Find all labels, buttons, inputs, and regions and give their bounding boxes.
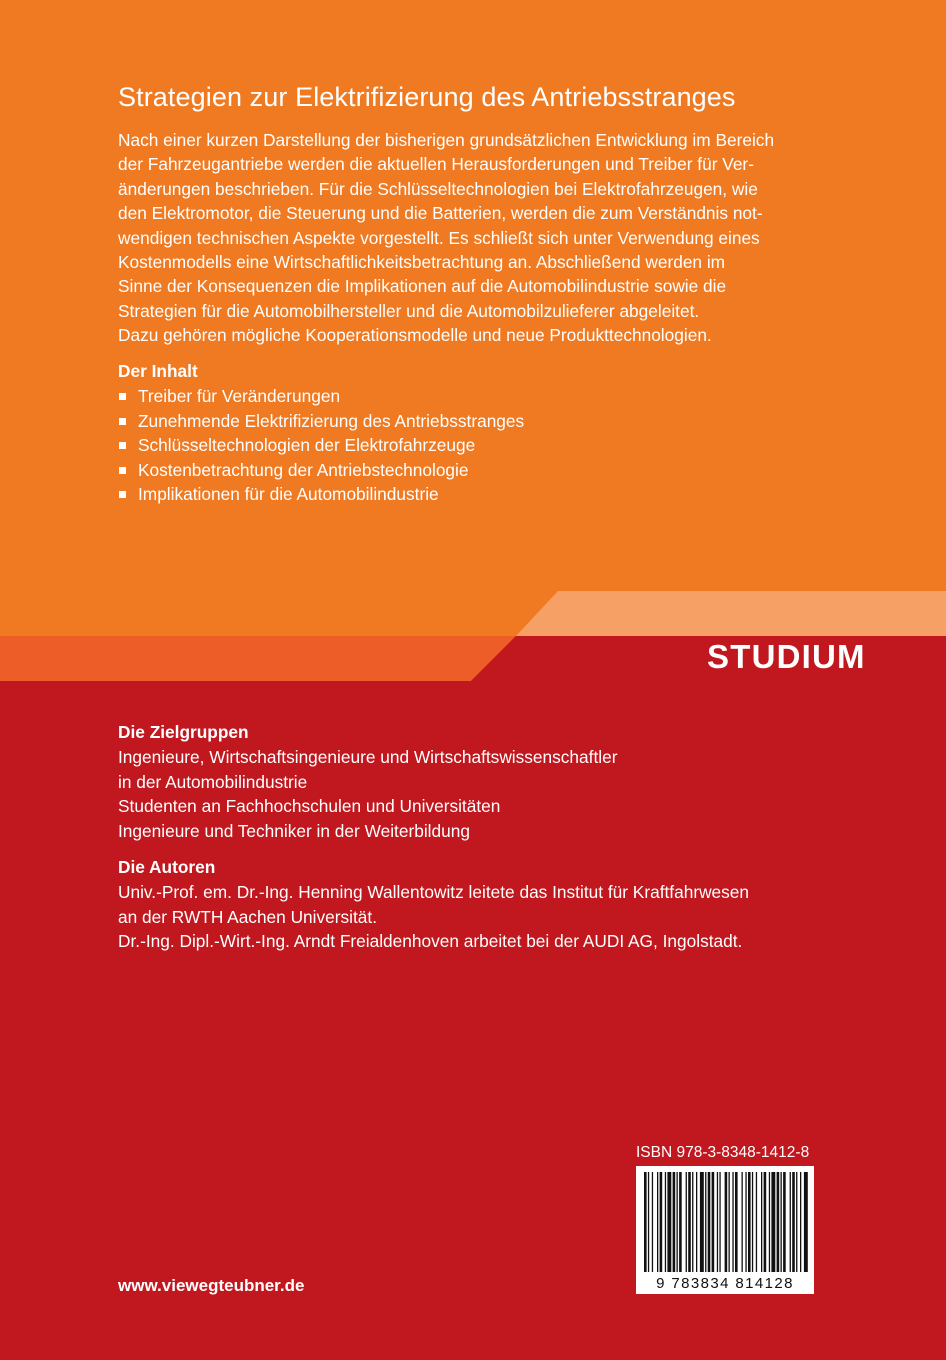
square-bullet-icon bbox=[119, 467, 126, 474]
zielgruppen-line: Ingenieure, Wirtschaftsingenieure und Wirtschaftswissenschaftler bbox=[118, 747, 618, 767]
zielgruppen-line: in der Automobilindustrie bbox=[118, 771, 308, 792]
list-item-text: Schlüsseltechnologien der Elektrofahrzeuge bbox=[138, 435, 476, 456]
square-bullet-icon bbox=[119, 418, 126, 425]
intro-line: wendigen technischen Aspekte vorgestellt. Es schließt sich unter Verwendung eines bbox=[118, 227, 760, 248]
square-bullet-icon bbox=[119, 491, 126, 498]
autoren-heading: Die Autoren bbox=[118, 857, 216, 877]
intro-line: änderungen beschrieben. Für die Schlüsseltechnologien bei Elektrofahrzeugen, wie bbox=[118, 178, 758, 199]
list-item-text: Implikationen für die Automobilindustrie bbox=[138, 484, 439, 505]
list-item bbox=[118, 482, 524, 507]
publisher-website: www.viewegteubner.de bbox=[118, 1276, 305, 1295]
barcode bbox=[636, 1166, 814, 1294]
list-item-text: Kostenbetrachtung der Antriebstechnologie bbox=[138, 459, 469, 480]
zielgruppen-line: Studenten an Fachhochschulen und Universitäten bbox=[118, 796, 501, 817]
intro-line: Sinne der Konsequenzen die Implikationen auf die Automobilindustrie sowie die bbox=[118, 276, 727, 297]
list-item-text: Treiber für Veränderungen bbox=[138, 386, 341, 406]
zielgruppen-line: Ingenieure und Techniker in der Weiterbildung bbox=[118, 820, 470, 841]
intro-line: Nach einer kurzen Darstellung der bisherigen grundsätzlichen Entwicklung im Bereich bbox=[118, 130, 775, 150]
intro-line: der Fahrzeugantriebe werden die aktuellen Herausforderungen und Treiber für Ver- bbox=[118, 154, 754, 175]
intro-paragraph bbox=[118, 128, 818, 348]
list-item bbox=[118, 433, 524, 458]
intro-line: Dazu gehören mögliche Kooperationsmodelle und neue Produkttechnologien. bbox=[118, 325, 712, 346]
barcode-digits: 9 783834 814128 bbox=[656, 1275, 794, 1292]
autoren-line: an der RWTH Aachen Universität. bbox=[118, 906, 378, 927]
autoren-line: Univ.-Prof. em. Dr.-Ing. Henning Wallentowitz leitete das Institut für Kraftfahrwesen bbox=[118, 882, 750, 902]
square-bullet-icon bbox=[119, 393, 126, 400]
intro-line: Kostenmodells eine Wirtschaftlichkeitsbetrachtung an. Abschließend werden im bbox=[118, 252, 726, 273]
list-item bbox=[118, 458, 524, 483]
list-item-text: Zunehmende Elektrifizierung des Antriebsstranges bbox=[138, 410, 525, 431]
list-item bbox=[118, 409, 524, 434]
isbn-label: ISBN 978-3-8348-1412-8 bbox=[636, 1144, 810, 1161]
list-item bbox=[118, 384, 524, 409]
autoren-line: Dr.-Ing. Dipl.-Wirt.-Ing. Arndt Freialdenhoven arbeitet bei der AUDI AG, Ingolstadt. bbox=[118, 931, 743, 952]
square-bullet-icon bbox=[119, 442, 126, 449]
zielgruppen-heading: Die Zielgruppen bbox=[118, 722, 249, 742]
inhalt-heading: Der Inhalt bbox=[118, 361, 198, 381]
inhalt-list bbox=[118, 384, 524, 507]
series-label: STUDIUM bbox=[707, 638, 866, 675]
intro-line: Strategien für die Automobilhersteller und die Automobilzulieferer abgeleitet. bbox=[118, 300, 700, 321]
autoren-text bbox=[118, 880, 749, 954]
intro-line: den Elektromotor, die Steuerung und die Batterien, werden die zum Verständnis not- bbox=[118, 203, 763, 224]
zielgruppen-text bbox=[118, 745, 617, 843]
book-title: Strategien zur Elektrifizierung des Antriebsstranges bbox=[118, 82, 736, 112]
